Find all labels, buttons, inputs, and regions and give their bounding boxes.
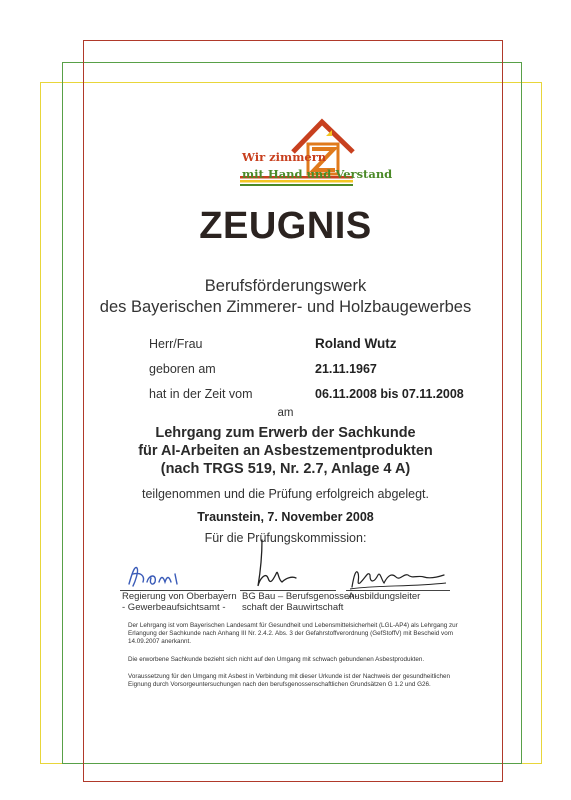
field-label-period: hat in der Zeit vom — [149, 387, 253, 401]
logo-slogan-line2: mit Hand und Verstand — [242, 167, 393, 181]
result-text: teilgenommen und die Prüfung erfolgreich abgelegt. — [142, 487, 429, 501]
logo-slogan-line1: Wir zimmern — [242, 150, 327, 164]
signature-3-icon — [348, 565, 448, 591]
footnote-requirement: Voraussetzung für den Umgang mit Asbest in Verbindung mit dieser Urkunde ist der Nachweis der gesundheitlichen Eignung durch Vorsorgeuntersuchungen nach den berufsgenossenschaftlichen Grundsätzen G 1.2 und G26. — [128, 673, 451, 688]
footnote-scope: Die erworbene Sachkunde bezieht sich nicht auf den Umgang mit schwach gebundenen Asbestprodukten. — [128, 656, 425, 663]
issuer-line2: des Bayerischen Zimmerer- und Holzbaugewerbes — [99, 298, 472, 316]
signature-1-caption — [122, 591, 237, 613]
issuer-line1: Berufsförderungswerk — [204, 277, 367, 295]
course-line3: (nach TRGS 519, Nr. 2.7, Anlage 4 A) — [160, 461, 411, 477]
am-text: am — [277, 407, 294, 419]
field-value-name: Roland Wutz — [315, 336, 397, 351]
field-value-period: 06.11.2008 bis 07.11.2008 — [315, 387, 464, 401]
signature-2-caption-line1: BG Bau – Berufsgenossen- — [242, 591, 358, 602]
signature-1-icon — [125, 562, 195, 590]
course-line1: Lehrgang zum Erwerb der Sachkunde — [155, 425, 416, 441]
place-date: Traunstein, 7. November 2008 — [197, 510, 374, 524]
course-line2: für AI-Arbeiten an Asbestzementprodukten — [138, 443, 433, 459]
signature-2-caption — [242, 591, 358, 613]
signature-2-icon — [248, 538, 308, 593]
field-label-birthdate: geboren am — [149, 362, 216, 376]
commission-text: Für die Prüfungskommission: — [204, 531, 367, 545]
signature-1-caption-line1: Regierung von Oberbayern — [122, 591, 237, 602]
signature-2-caption-line2: schaft der Bauwirtschaft — [242, 602, 344, 613]
signature-3-caption-line1: Ausbildungsleiter — [348, 591, 421, 602]
field-value-birthdate: 21.11.1967 — [315, 362, 377, 376]
document-title: ZEUGNIS — [199, 205, 372, 247]
field-label-name: Herr/Frau — [149, 337, 203, 351]
footnote-recognition: Der Lehrgang ist vom Bayerischen Landesamt für Gesundheit und Lebensmittelsicherheit (LGL-AP4) als Lehrgang zur Erlangung der Sachkunde nach Anhang III Nr. 2.4.2. Abs. 3 der Gefahrstoffverordnung (GefStoffV) mit Bescheid vom 14.09.2007 anerkannt. — [128, 622, 458, 645]
signature-3-caption — [348, 591, 420, 602]
signature-1-caption-line2: - Gewerbeaufsichtsamt - — [122, 602, 226, 613]
